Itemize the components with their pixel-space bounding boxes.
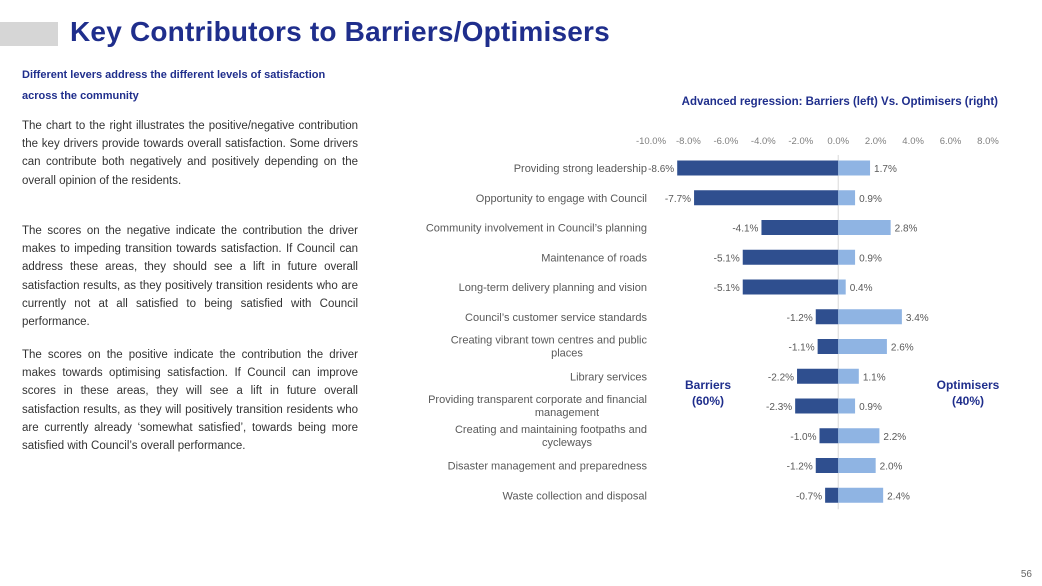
optimiser-bar xyxy=(838,309,902,324)
barrier-bar xyxy=(816,458,838,473)
x-tick-label: -4.0% xyxy=(750,136,776,147)
barrier-data-label: -5.1% xyxy=(713,253,740,265)
optimiser-bar xyxy=(838,488,883,503)
optimiser-bar xyxy=(838,428,879,443)
category-label: Maintenance of roads xyxy=(541,252,647,265)
chart-title: Advanced regression: Barriers (left) Vs. Optimisers (right) xyxy=(681,96,998,108)
body-paragraph-1: The chart to the right illustrates the positive/negative contribution the key drivers provide towards overall satisfaction. Some drivers can contribute both negatively and positively depending on the overall opinion of the residents. xyxy=(22,120,358,187)
barrier-bar xyxy=(816,309,838,324)
barrier-bar xyxy=(795,399,838,414)
category-label: Council’s customer service standards xyxy=(465,311,647,324)
optimiser-data-label: 2.2% xyxy=(883,431,907,443)
optimiser-data-label: 0.9% xyxy=(859,402,882,413)
barrier-data-label: -4.1% xyxy=(732,223,759,235)
x-tick-label: -10.0% xyxy=(635,136,667,147)
x-tick-label: 4.0% xyxy=(902,136,924,147)
barrier-data-label: -2.2% xyxy=(767,372,795,384)
category-label: Waste collection and disposal xyxy=(502,490,647,503)
x-tick-label: 2.0% xyxy=(864,136,887,147)
optimiser-data-label: 2.6% xyxy=(890,342,914,354)
barrier-data-label: -1.2% xyxy=(786,312,813,324)
optimiser-bar xyxy=(838,220,890,235)
optimiser-data-label: 3.4% xyxy=(905,312,929,324)
barrier-data-label: -1.2% xyxy=(786,461,813,473)
category-label: Library services xyxy=(569,371,647,384)
x-tick-label: -8.0% xyxy=(676,136,701,147)
barrier-bar xyxy=(743,280,838,295)
barrier-data-label: -0.7% xyxy=(795,491,823,503)
body-paragraph-3: The scores on the positive indicate the contribution the driver makes towards optimising satisfaction. If Council can improve scores in these areas, they will see a lift in future overall satisfaction results, as they will positively transition residents who are currently already ‘somewhat satisfied’, towards being more satisfied with Council’s overall performance. xyxy=(22,349,358,453)
category-label: Opportunity to engage with Council xyxy=(475,192,647,205)
optimiser-bar xyxy=(838,280,845,295)
category-label: Community involvement in Council’s planning xyxy=(425,222,647,235)
optimiser-data-label: 1.1% xyxy=(862,372,886,384)
x-tick-label: 0.0% xyxy=(827,136,850,147)
barrier-data-label: -8.6% xyxy=(648,164,675,175)
optimiser-bar xyxy=(838,161,870,176)
optimiser-bar xyxy=(838,339,887,354)
category-label: Creating and maintaining footpaths and cycleways xyxy=(454,423,647,449)
category-label: Providing transparent corporate and financial management xyxy=(428,394,647,419)
optimiser-data-label: 2.0% xyxy=(879,461,903,473)
barrier-data-label: -7.7% xyxy=(664,193,692,205)
barrier-bar xyxy=(818,339,839,354)
optimiser-data-label: 2.8% xyxy=(894,223,918,235)
optimiser-data-label: 1.7% xyxy=(874,164,897,175)
barrier-bar xyxy=(797,369,838,384)
body-paragraph-2: The scores on the negative indicate the contribution the driver makes to impeding transition towards satisfaction. If Council can address these areas, they should see a lift in future overall satisfaction results, as they positively transition residents who are currently not at all satisfied to being satisfied with Council performance. xyxy=(22,225,358,329)
category-label: Long-term delivery planning and vision xyxy=(458,282,647,294)
category-label: Disaster management and preparedness xyxy=(447,460,647,473)
x-tick-label: -6.0% xyxy=(713,136,739,147)
optimiser-bar xyxy=(838,250,855,265)
optimiser-data-label: 0.9% xyxy=(859,253,882,265)
optimiser-data-label: 0.9% xyxy=(859,193,882,205)
barrier-data-label: -5.1% xyxy=(713,283,740,294)
page-title: Key Contributors to Barriers/Optimisers xyxy=(70,16,610,47)
optimiser-bar xyxy=(838,369,859,384)
optimiser-bar xyxy=(838,190,855,205)
x-tick-label: 8.0% xyxy=(977,136,999,147)
category-label: Providing strong leadership xyxy=(513,163,647,175)
barrier-bar xyxy=(743,250,838,265)
optimiser-bar xyxy=(838,399,855,414)
barrier-bar xyxy=(694,190,838,205)
optimiser-data-label: 2.4% xyxy=(887,491,910,503)
barrier-bar xyxy=(677,161,838,176)
barrier-bar xyxy=(820,428,839,443)
barrier-data-label: -2.3% xyxy=(766,402,793,413)
optimiser-bar xyxy=(838,458,875,473)
subtitle-line-1: Different levers address the different levels of satisfaction xyxy=(22,69,326,81)
x-tick-label: 6.0% xyxy=(939,136,962,147)
barriers-annotation-share: (60%) xyxy=(691,394,725,408)
optimisers-annotation-title: Optimisers xyxy=(936,378,1000,392)
optimisers-annotation-share: (40%) xyxy=(951,394,985,408)
barrier-bar xyxy=(761,220,838,235)
barrier-data-label: -1.1% xyxy=(788,342,815,354)
barriers-annotation-title: Barriers xyxy=(684,378,732,392)
category-label: Creating vibrant town centres and public places xyxy=(450,334,647,360)
subtitle-line-2: across the community xyxy=(22,90,139,102)
optimiser-data-label: 0.4% xyxy=(849,283,873,294)
x-tick-label: -2.0% xyxy=(788,136,814,147)
barrier-bar xyxy=(825,488,838,503)
barrier-data-label: -1.0% xyxy=(790,431,817,443)
page-number: 56 xyxy=(1020,569,1032,580)
